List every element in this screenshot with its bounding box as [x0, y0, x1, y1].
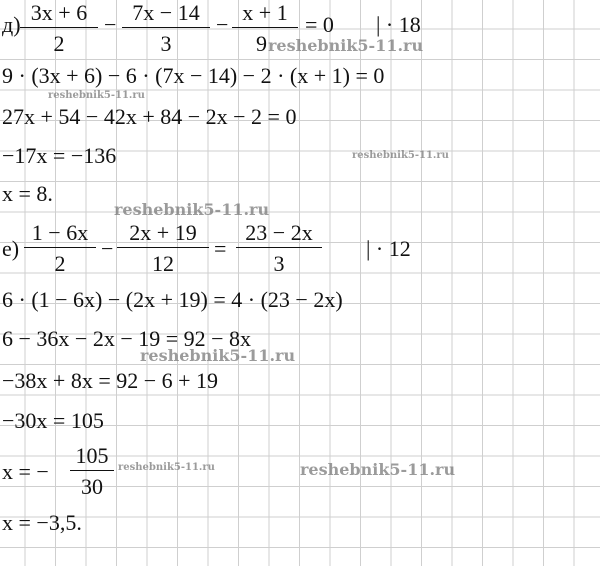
watermark: reshebnik5-11.ru — [140, 346, 296, 365]
watermark: reshebnik5-11.ru — [268, 36, 424, 55]
solution-line: −38x + 8x = 92 − 6 + 19 — [2, 368, 219, 393]
watermark: reshebnik5-11.ru — [48, 90, 145, 101]
solution-line: −17x = −136 — [2, 143, 117, 168]
part-e-fraction-2 — [117, 222, 209, 275]
solution-line: −30x = 105 — [2, 408, 104, 433]
watermark: reshebnik5-11.ru — [352, 150, 449, 161]
fraction-numerator: 3x + 6 — [30, 0, 88, 25]
operator-equals: = — [214, 236, 227, 261]
part-e-fraction-3 — [236, 222, 322, 275]
fraction-denominator: 3 — [160, 31, 172, 56]
operator-minus: − — [104, 12, 117, 37]
fraction-numerator: x + 1 — [242, 0, 288, 25]
multiplier-note: | · 12 — [366, 236, 411, 261]
watermark: reshebnik5-11.ru — [300, 460, 456, 479]
part-d-label: д) — [2, 12, 21, 37]
fraction-numerator: 2x + 19 — [129, 220, 197, 245]
part-d-fraction-1 — [20, 2, 98, 55]
multiplier-note: | · 18 — [376, 12, 421, 37]
operator-minus: − — [101, 236, 114, 261]
solution-line: 27x + 54 − 42x + 84 − 2x − 2 = 0 — [2, 104, 297, 129]
watermark: reshebnik5-11.ru — [118, 462, 215, 473]
fraction-denominator: 3 — [273, 251, 285, 276]
part-e-label: е) — [2, 236, 20, 261]
fraction-denominator: 2 — [54, 251, 66, 276]
operator-minus: − — [216, 12, 229, 37]
fraction-numerator: 1 − 6x — [31, 220, 89, 245]
solution-line: 6 − 36x − 2x − 19 = 92 − 8x — [2, 326, 252, 351]
result-lhs: x = − — [2, 459, 49, 484]
fraction-denominator: 2 — [53, 31, 65, 56]
result-fraction — [70, 445, 114, 498]
fraction-numerator: 105 — [75, 443, 109, 468]
solution-answer: x = 8. — [2, 181, 53, 206]
fraction-denominator: 9 — [256, 31, 267, 56]
part-e-fraction-1 — [24, 222, 96, 275]
fraction-denominator: 30 — [81, 474, 103, 499]
final-answer: x = −3,5. — [2, 510, 82, 535]
solution-line: 6 · (1 − 6x) − (2x + 19) = 4 · (23 − 2x) — [2, 287, 343, 312]
equals-zero: = 0 — [305, 12, 334, 37]
fraction-numerator: 7x − 14 — [132, 0, 200, 25]
watermark: reshebnik5-11.ru — [114, 200, 270, 219]
fraction-denominator: 12 — [152, 251, 174, 276]
part-d-fraction-2 — [122, 2, 210, 55]
solution-line: 9 · (3x + 6) − 6 · (7x − 14) − 2 · (x + 1) = 0 — [2, 63, 385, 88]
fraction-numerator: 23 − 2x — [245, 220, 313, 245]
